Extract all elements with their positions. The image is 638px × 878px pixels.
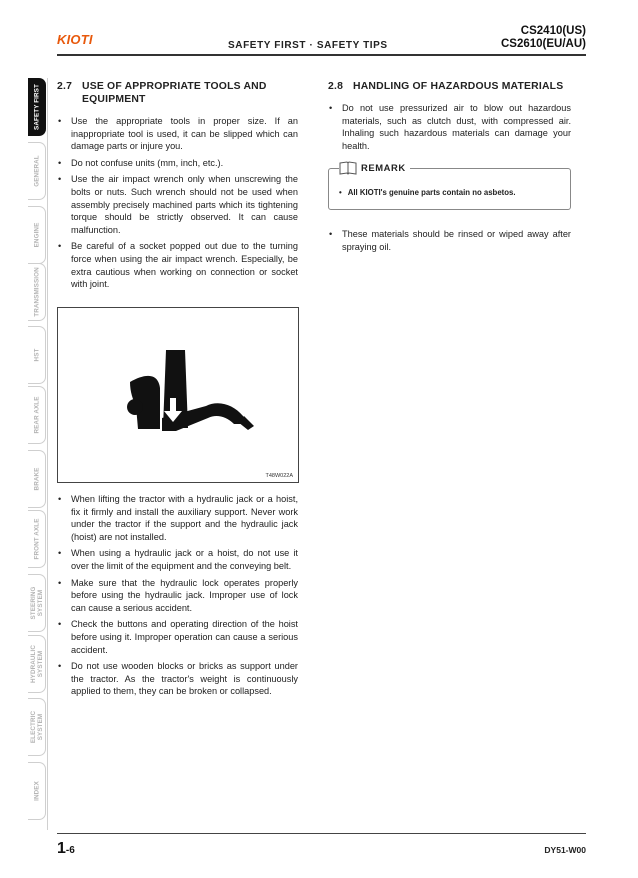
tab-label: ELECTRIC SYSTEM (29, 710, 44, 744)
section-title: USE OF APPROPRIATE TOOLS AND EQUIPMENT (82, 81, 267, 105)
section-number: 2.8 (328, 81, 344, 92)
bullet-glyph: • (339, 188, 342, 198)
bullet-list (57, 115, 298, 291)
remark-box (328, 162, 571, 210)
section-2-8 (328, 80, 571, 257)
tab-safety-first[interactable] (28, 78, 46, 136)
list-item: • Do not use pressurized air to blow out hazardous materials, such as clutch dust, with compressed air. Inhaling such hazardous materials can damage your health. (328, 102, 571, 152)
model-block (501, 25, 586, 51)
list-item: • Use the appropriate tools in proper size. If an inappropriate tool is used, it can be slipped which can damage parts or injure you. (57, 115, 298, 153)
section-2-7-continued (57, 493, 298, 702)
model-eu: CS2610(EU/AU) (501, 38, 586, 50)
tab-engine[interactable] (28, 206, 46, 264)
model-us: CS2410(US) (520, 25, 586, 37)
page-number (57, 840, 75, 858)
tab-label: TRANSMISSION (33, 267, 40, 317)
tab-front-axle[interactable] (28, 510, 46, 568)
tab-label: GENERAL (33, 155, 40, 187)
tab-label: SAFETY FIRST (33, 84, 40, 130)
kioti-logo (57, 28, 97, 50)
remark-text (337, 187, 562, 200)
section-header: SAFETY FIRST · SAFETY TIPS (228, 40, 388, 51)
tab-brake[interactable] (28, 450, 46, 508)
tab-label: ENGINE (33, 222, 40, 248)
list-item: • These materials should be rinsed or wiped away after spraying oil. (328, 228, 571, 253)
list-item: • Use the air impact wrench only when unscrewing the bolts or nuts. Such wrench should not be used when assembly precisely machined parts which its tightening torque should be strictly observed. It can cause malfunction. (57, 173, 298, 236)
bullet-list (328, 228, 571, 253)
list-item: • When lifting the tractor with a hydraulic jack or a hoist, fix it firmly and install the auxiliary support. Never work under the tractor if the support and the hydraulic jack (hoist) are not installed. (57, 493, 298, 543)
remark-body: All KIOTI's genuine parts contain no asbetos. (347, 188, 516, 198)
page-index: -6 (65, 845, 75, 856)
bullet-list (328, 102, 571, 152)
list-item: • When using a hydraulic jack or a hoist, do not use it over the limit of the equipment and the conveying belt. (57, 547, 298, 572)
tab-hydraulic-system[interactable] (28, 635, 46, 693)
tab-label: HYDRAULIC SYSTEM (29, 645, 44, 683)
list-item: • Do not use wooden blocks or bricks as support under the tractor. As the tractor's weight is continuously applied to them, they can be broken or collapsed. (57, 660, 298, 698)
tab-label: FRONT AXLE (33, 518, 40, 560)
list-item: • Do not confuse units (mm, inch, etc.). (57, 157, 298, 170)
tab-label: INDEX (33, 781, 40, 801)
section-title: HANDLING OF HAZARDOUS MATERIALS (353, 81, 564, 92)
tab-label: STEERING SYSTEM (29, 586, 44, 620)
tab-transmission[interactable] (28, 263, 46, 321)
remark-label: REMARK (361, 162, 406, 174)
section-2-8-heading (328, 80, 571, 93)
bullet-list (57, 493, 298, 698)
list-item: • Make sure that the hydraulic lock operates properly before using the hydraulic jack. Improper use of lock can cause a serious accident. (57, 577, 298, 615)
tab-label: BRAKE (33, 467, 40, 491)
remark-heading (339, 161, 410, 175)
logo-text: KIOTI (57, 32, 93, 47)
tab-hst[interactable] (28, 326, 46, 384)
section-2-7-heading (57, 80, 298, 106)
document-code: DY51-W00 (544, 845, 586, 855)
footer-divider (57, 833, 586, 834)
figure-caption: T48W022A (265, 473, 293, 479)
book-icon (339, 161, 357, 175)
crush-hazard-icon (58, 308, 298, 482)
tab-rear-axle[interactable] (28, 386, 46, 444)
crush-hazard-figure (57, 307, 299, 483)
list-item: • Be careful of a socket popped out due to the turning force when using the air impact wrench. Especially, be extra cautious when working on connection or socket with joint. (57, 240, 298, 290)
tab-index[interactable] (28, 762, 46, 820)
tab-label: REAR AXLE (33, 396, 40, 434)
list-item: • Check the buttons and operating direction of the hoist before using it. Improper operation can cause a serious accident. (57, 618, 298, 656)
tab-steering-system[interactable] (28, 574, 46, 632)
sidebar-divider (47, 78, 48, 830)
tab-electric-system[interactable] (28, 698, 46, 756)
chapter-number: 1 (57, 840, 66, 857)
tab-general[interactable] (28, 142, 46, 200)
header-divider (57, 54, 586, 56)
section-number: 2.7 (57, 81, 73, 92)
tab-label: HST (33, 348, 40, 362)
section-2-7 (57, 80, 298, 295)
